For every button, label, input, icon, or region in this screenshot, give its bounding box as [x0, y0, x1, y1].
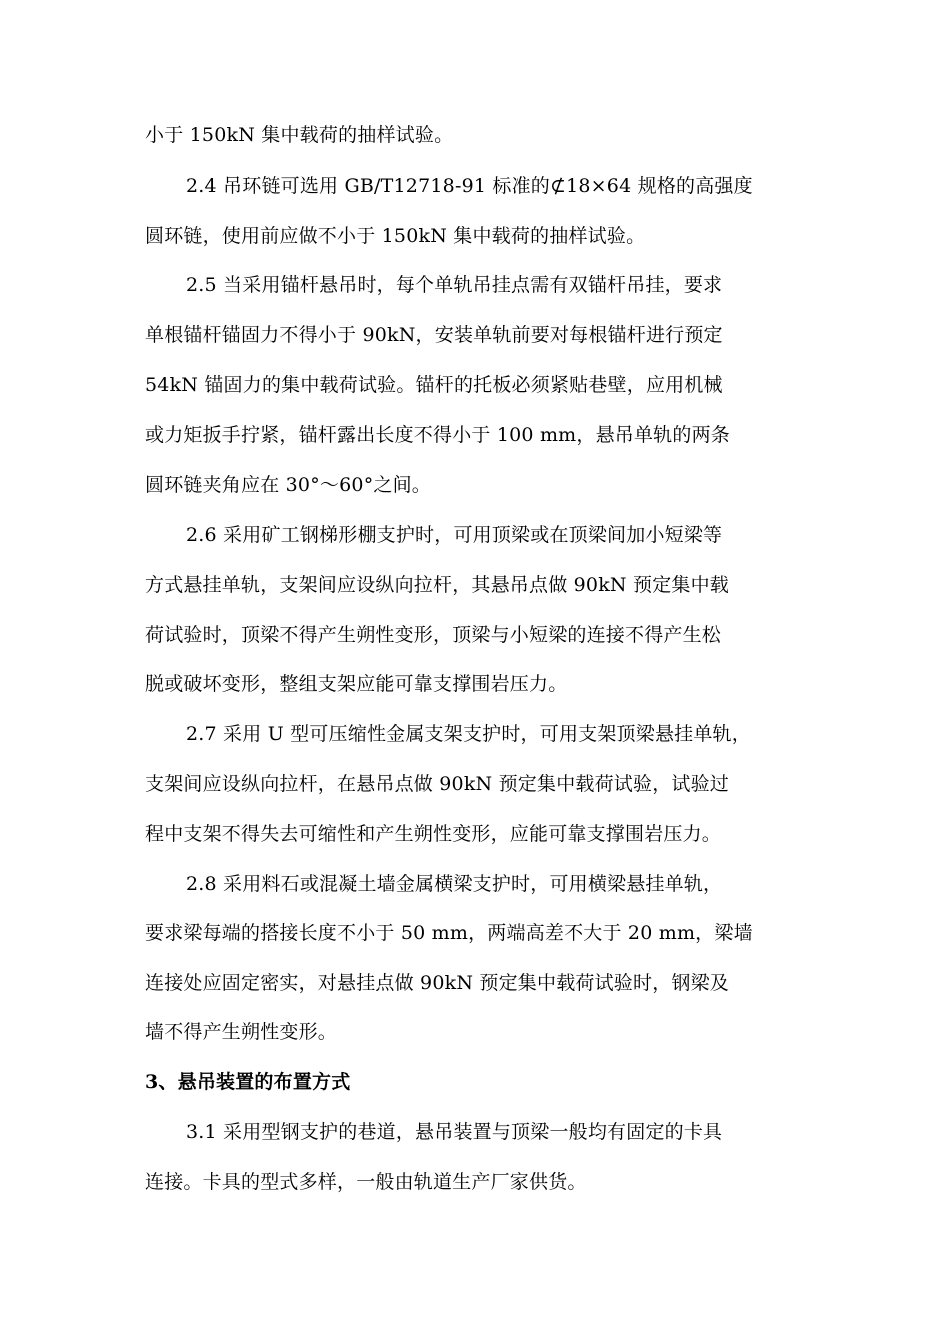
text-line-10: 方式悬挂单轨，支架间应设纵向拉杆，其悬吊点做 90kN 预定集中载: [145, 574, 729, 596]
text-line-18: 连接处应固定密实，对悬挂点做 90kN 预定集中载荷试验时，钢梁及: [145, 972, 729, 994]
text-line-22: 连接。卡具的型式多样，一般由轨道生产厂家供货。: [145, 1171, 587, 1193]
text-line-6: 54kN 锚固力的集中载荷试验。锚杆的托板必须紧贴巷壁，应用机械: [145, 374, 723, 396]
text-line-11: 荷试验时，顶梁不得产生朔性变形，顶梁与小短梁的连接不得产生松: [145, 624, 722, 646]
text-line-14: 支架间应设纵向拉杆，在悬吊点做 90kN 预定集中载荷试验，试验过: [145, 773, 729, 795]
text-line-16: 2.8 采用料石或混凝土墙金属横梁支护时，可用横梁悬挂单轨，: [186, 873, 723, 895]
text-line-12: 脱或破坏变形，整组支架应能可靠支撑围岩压力。: [145, 673, 568, 695]
text-line-9: 2.6 采用矿工钢梯形棚支护时，可用顶梁或在顶梁间加小短梁等: [186, 524, 723, 546]
section-heading: 3、悬吊装置的布置方式: [145, 1071, 351, 1093]
text-line-5: 单根锚杆锚固力不得小于 90kN，安装单轨前要对每根锚杆进行预定: [145, 324, 723, 346]
text-line-7: 或力矩扳手拧紧，锚杆露出长度不得小于 100 mm，悬吊单轨的两条: [145, 424, 730, 446]
text-line-4: 2.5 当采用锚杆悬吊时，每个单轨吊挂点需有双锚杆吊挂，要求: [186, 274, 723, 296]
text-line-19: 墙不得产生朔性变形。: [145, 1021, 338, 1043]
text-line-13: 2.7 采用 U 型可压缩性金属支架支护时，可用支架顶梁悬挂单轨，: [186, 723, 751, 745]
text-line-2: 2.4 吊环链可选用 GB/T12718-91 标准的⊄18×64 规格的高强度: [186, 175, 753, 197]
text-line-8: 圆环链夹角应在 30°～60°之间。: [145, 474, 431, 496]
text-line-1: 小于 150kN 集中载荷的抽样试验。: [145, 124, 454, 146]
text-line-3: 圆环链，使用前应做不小于 150kN 集中载荷的抽样试验。: [145, 225, 646, 247]
text-line-15: 程中支架不得失去可缩性和产生朔性变形，应能可靠支撑围岩压力。: [145, 823, 722, 845]
text-line-21: 3.1 采用型钢支护的巷道，悬吊装置与顶梁一般均有固定的卡具: [186, 1121, 723, 1143]
text-line-17: 要求梁每端的搭接长度不小于 50 mm，两端高差不大于 20 mm，梁墙: [145, 922, 753, 944]
